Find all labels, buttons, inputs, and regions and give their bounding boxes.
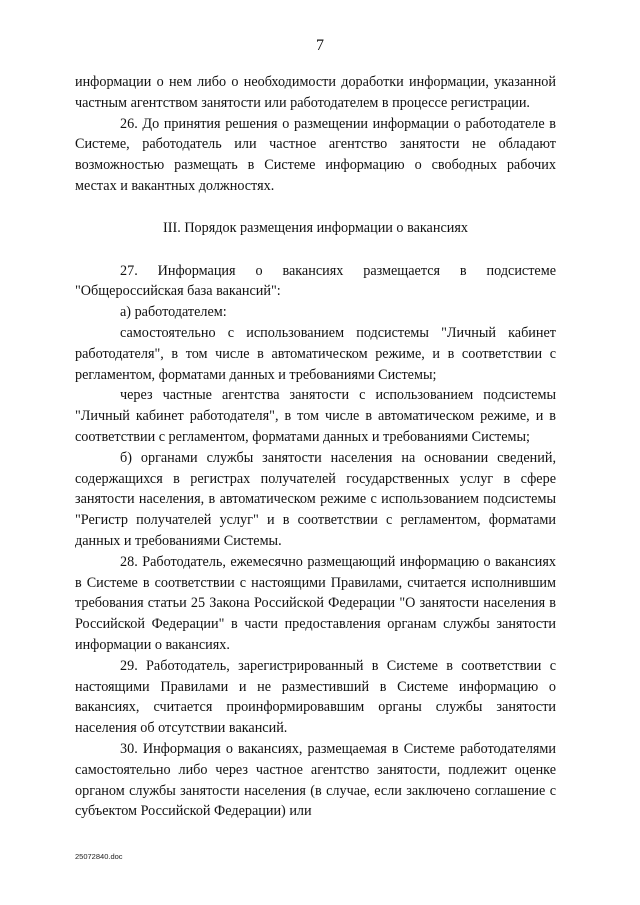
file-name-footer: 25072840.doc bbox=[75, 852, 123, 861]
paragraph-continuation: информации о нем либо о необходимости доработки информации, указанной частным агентством занятости или работодателем в процессе регистрации. bbox=[75, 74, 556, 111]
paragraph-27-b: б) органами службы занятости населения на основании сведений, содержащихся в регистрах получателей государственных услуг в сфере занятости населения, в автоматическом режиме с использованием подсистемы "Регистр получателей услуг" и в соответствии с регламентом, форматами данных и требованиями Системы. bbox=[75, 449, 556, 549]
paragraph-27-a: а) работодателем: bbox=[120, 304, 227, 321]
paragraph-27-a-item-1: самостоятельно с использованием подсистемы "Личный кабинет работодателя", в том числе в автоматическом режиме, и в соответствии с регламентом, форматами данных и требованиями Системы; bbox=[75, 324, 556, 383]
document-body bbox=[75, 72, 556, 822]
paragraph-30: 30. Информация о вакансиях, размещаемая в Системе работодателями самостоятельно либо через частное агентство занятости, подлежит оценке органом службы занятости населения (в случае, если заключено соглашение с субъектом Российской Федерации) или bbox=[75, 740, 556, 820]
paragraph-28: 28. Работодатель, ежемесячно размещающий информацию о вакансиях в Системе в соответствии с настоящими Правилами, считается исполнившим требования статьи 25 Закона Российской Федерации "О занятости населения в Российской Федерации" в части предоставления органам службы занятости информации о вакансиях. bbox=[75, 553, 556, 653]
section-heading: III. Порядок размещения информации о вакансиях bbox=[163, 219, 468, 236]
paragraph-27: 27. Информация о вакансиях размещается в подсистеме "Общероссийская база вакансий": bbox=[75, 262, 556, 300]
paragraph-27-a-item-2: через частные агентства занятости с использованием подсистемы "Личный кабинет работодателя", в том числе в автоматическом режиме, и в соответствии с регламентом, форматами данных и требованиями Системы; bbox=[75, 387, 556, 445]
paragraph-29: 29. Работодатель, зарегистрированный в Системе в соответствии с настоящими Правилами и не разместивший в Системе информацию о вакансиях, считается проинформировавшим органы службы занятости населения об отсутствии вакансий. bbox=[75, 657, 556, 737]
page-number: 7 bbox=[316, 37, 324, 54]
paragraph-26: 26. До принятия решения о размещении информации о работодателе в Системе, работодатель или частное агентство занятости не обладают возможностью размещать в Системе информацию о свободных рабочих местах и вакантных должностях. bbox=[75, 115, 556, 194]
